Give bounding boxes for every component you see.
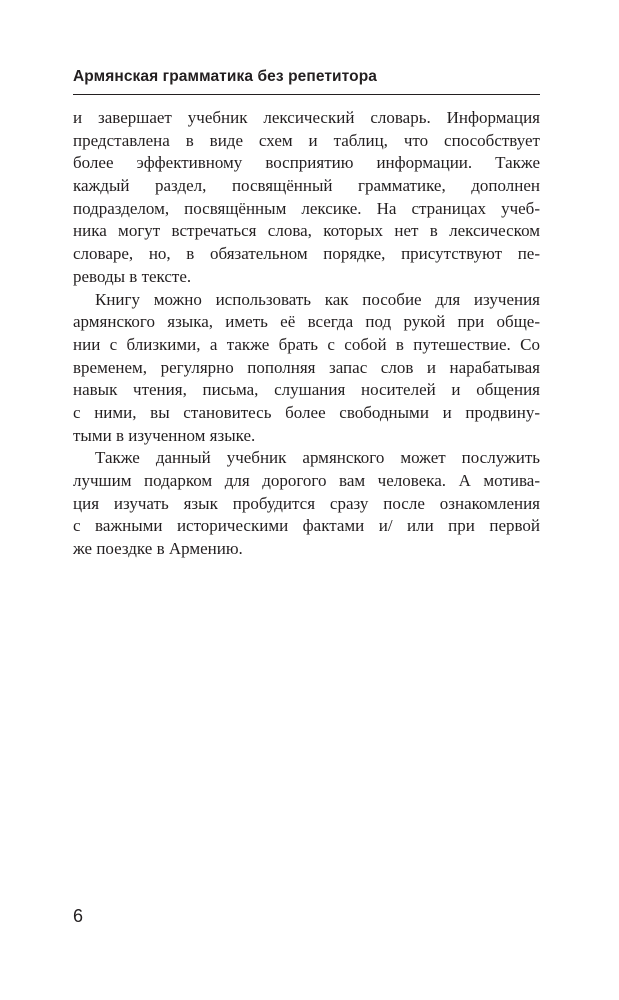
text-line: ника могут встречаться слова, которых нет в лексическом [73, 221, 540, 241]
paragraph-1 [73, 107, 540, 289]
text-line: представлена в виде схем и таблиц, что способствует [73, 130, 540, 150]
text-line: с важными историческими фактами и/ или при первой [73, 516, 540, 536]
running-head-title: Армянская грамматика без репетитора [73, 68, 378, 85]
paragraph-3 [73, 447, 540, 560]
body-text [73, 107, 540, 561]
text-line: ция изучать язык пробудится сразу после ознакомления [73, 493, 540, 513]
text-line: тыми в изученном языке. [73, 425, 256, 445]
text-line: лучшим подарком для дорогого вам человека. А мотива- [73, 471, 540, 490]
text-line: более эффективному восприятию информации. Также [73, 153, 540, 173]
text-line: подразделом, посвящённым лексике. На страницах учеб- [73, 198, 540, 218]
text-line: Также данный учебник армянского может послужить [95, 448, 540, 468]
text-line: армянского языка, иметь её всегда под рукой при обще- [73, 312, 540, 332]
text-line: навык чтения, письма, слушания носителей и общения [73, 380, 540, 400]
text-line: нии с близкими, а также брать с собой в путешествие. Со [73, 334, 540, 354]
text-line: реводы в тексте. [73, 266, 192, 286]
text-line: каждый раздел, посвящённый грамматике, дополнен [73, 176, 540, 196]
text-line: временем, регулярно пополняя запас слов и нарабатывая [73, 357, 540, 377]
header-rule [73, 94, 540, 95]
text-line: и завершает учебник лексический словарь. Информация [73, 108, 540, 127]
text-line: же поездке в Армению. [73, 539, 243, 559]
text-line: с ними, вы становитесь более свободными и продвину- [73, 402, 540, 422]
page-number: 6 [73, 906, 84, 926]
text-line: Книгу можно использовать как пособие для изучения [95, 289, 540, 309]
paragraph-2 [73, 289, 540, 448]
text-line: словаре, но, в обязательном порядке, присутствуют пе- [73, 244, 540, 264]
